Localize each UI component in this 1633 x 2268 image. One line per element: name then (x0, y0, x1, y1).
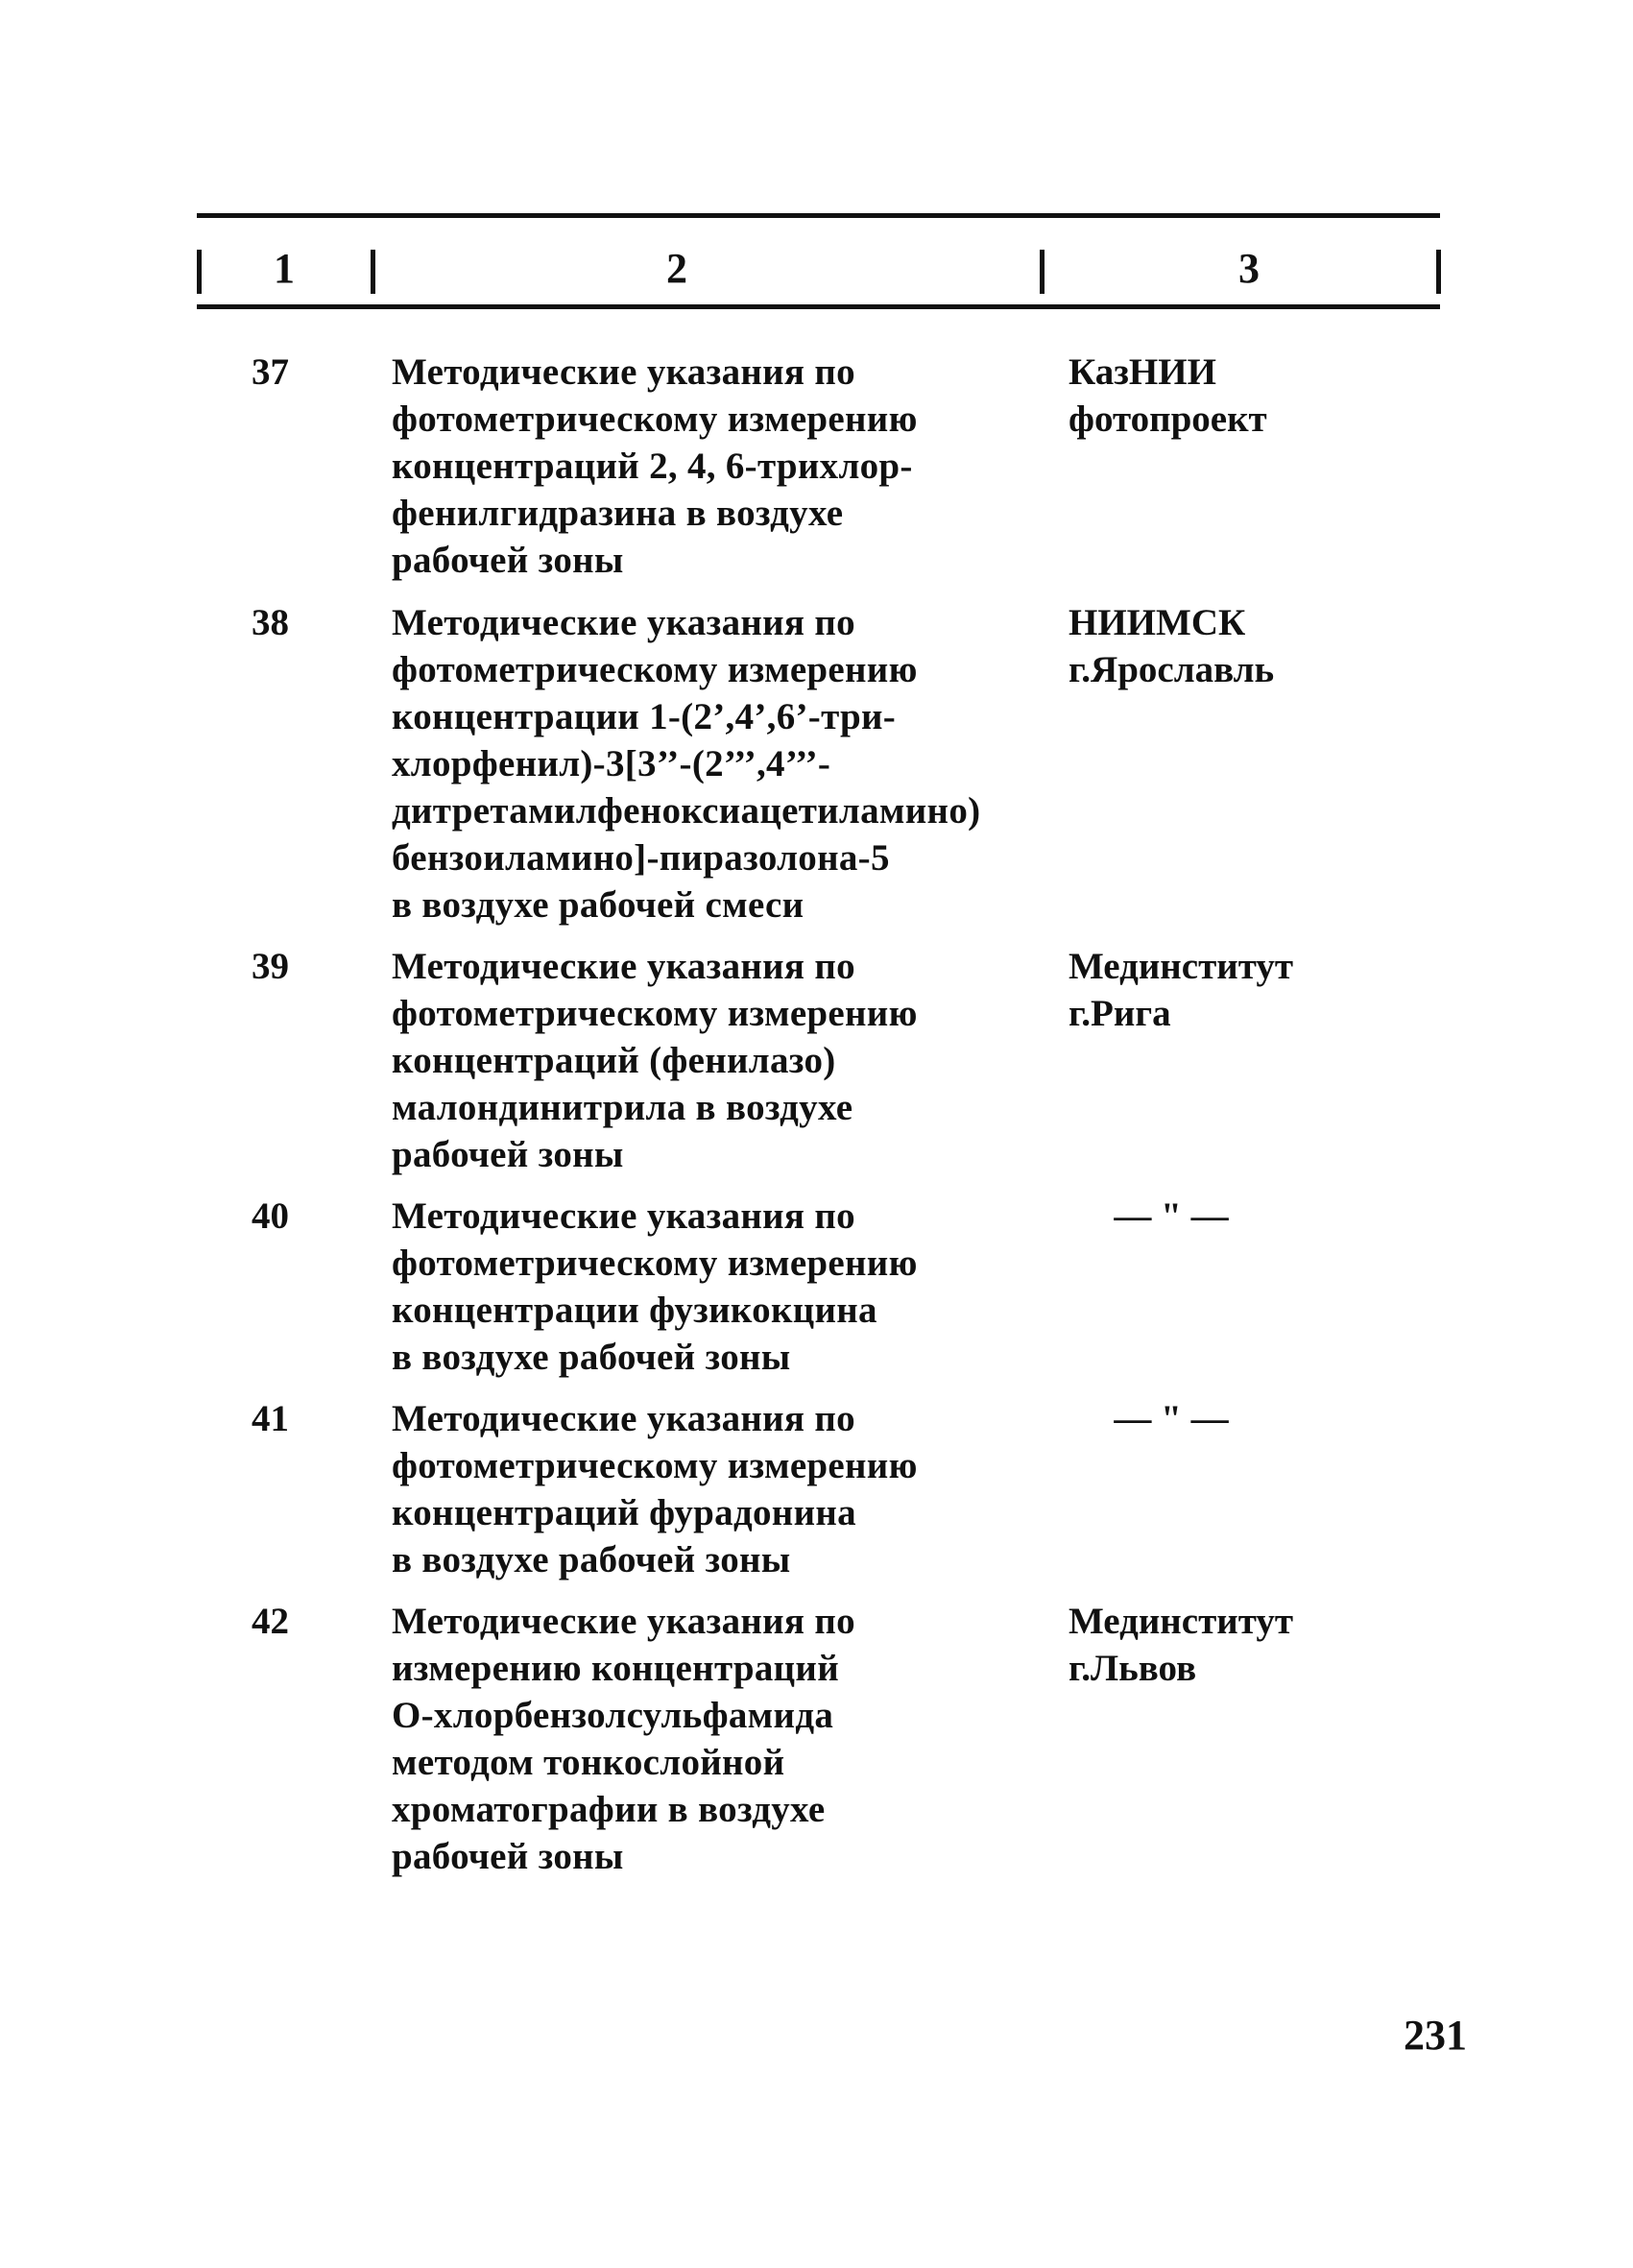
row-organization (1069, 349, 1433, 443)
row-organization (1069, 943, 1433, 1037)
row-title-line: рабочей зоны (392, 1134, 624, 1175)
row-title (392, 1598, 1025, 1880)
row-title-line: фенилгидразина в воздухе (392, 493, 844, 534)
row-organization (1069, 1598, 1433, 1692)
row-organization-ditto (1090, 1193, 1253, 1240)
row-title-line: фотометрическому измерению (392, 993, 918, 1034)
table-header-rule (197, 304, 1440, 309)
row-title-line: хроматографии в воздухе (392, 1789, 826, 1830)
row-organization (1069, 599, 1433, 693)
row-organization-line: г.Ярославль (1069, 649, 1275, 690)
row-title-line: дитретамилфеноксиацетиламино) (392, 790, 981, 832)
row-organization-line: Мединститут (1069, 946, 1293, 987)
row-title-line: фотометрическому измерению (392, 1445, 918, 1486)
row-title-line: концентраций (фенилазо) (392, 1040, 836, 1081)
row-title-line: фотометрическому измерению (392, 1243, 918, 1284)
row-title-line: рабочей зоны (392, 540, 624, 581)
row-title-line: Методические указания по (392, 602, 855, 643)
row-title-line: в воздухе рабочей зоны (392, 1337, 791, 1378)
row-title-line: измерению концентраций (392, 1648, 839, 1689)
row-title-line: концентрации 1-(2’,4’,6’-три- (392, 696, 897, 737)
ditto-mark: — " — (1114, 1398, 1229, 1439)
column-separator (1436, 250, 1441, 294)
row-title (392, 349, 1025, 584)
column-separator (371, 250, 375, 294)
row-number: 41 (252, 1398, 289, 1439)
ditto-mark: — " — (1114, 1195, 1229, 1237)
row-title (392, 1193, 1025, 1381)
row-title-line: рабочей зоны (392, 1836, 624, 1877)
page-number: 231 (1404, 2012, 1467, 2059)
column-header-3: 3 (1238, 245, 1260, 292)
row-organization-ditto (1090, 1395, 1253, 1442)
row-title-line: концентраций фурадонина (392, 1492, 856, 1533)
row-organization-line: Мединститут (1069, 1601, 1293, 1642)
row-organization-line: НИИМСК (1069, 602, 1246, 643)
row-title-line: фотометрическому измерению (392, 398, 918, 440)
column-separator (197, 250, 202, 294)
row-title-line: методом тонкослойной (392, 1742, 785, 1783)
row-title-line: концентрации фузикокцина (392, 1290, 877, 1331)
row-number: 42 (252, 1601, 289, 1642)
row-title-line: малондинитрила в воздухе (392, 1087, 853, 1128)
row-title (392, 1395, 1025, 1583)
row-title-line: Методические указания по (392, 351, 855, 393)
column-header-2: 2 (666, 245, 687, 292)
row-number: 38 (252, 602, 289, 643)
row-number: 40 (252, 1195, 289, 1237)
row-title-line: Методические указания по (392, 1601, 855, 1642)
row-title-line: концентраций 2, 4, 6-трихлор- (392, 446, 913, 487)
row-number: 39 (252, 946, 289, 987)
row-number: 37 (252, 351, 289, 393)
row-title-line: О-хлорбензолсульфамида (392, 1695, 834, 1736)
row-title-line: Методические указания по (392, 946, 855, 987)
row-title-line: Методические указания по (392, 1195, 855, 1237)
row-organization-line: КазНИИ (1069, 351, 1216, 393)
row-title-line: фотометрическому измерению (392, 649, 918, 690)
column-separator (1040, 250, 1045, 294)
row-title-line: в воздухе рабочей смеси (392, 884, 804, 926)
row-title (392, 599, 1025, 929)
row-title-line: Методические указания по (392, 1398, 855, 1439)
row-title-line: хлорфенил)-3[3’’-(2’’’,4’’’- (392, 743, 831, 784)
table-top-rule (197, 213, 1440, 218)
row-title-line: бензоиламино]-пиразолона-5 (392, 837, 890, 879)
column-header-1: 1 (274, 245, 295, 292)
row-organization-line: г.Львов (1069, 1648, 1197, 1689)
row-title-line: в воздухе рабочей зоны (392, 1539, 791, 1580)
row-title (392, 943, 1025, 1178)
row-organization-line: фотопроект (1069, 398, 1267, 440)
row-organization-line: г.Рига (1069, 993, 1171, 1034)
